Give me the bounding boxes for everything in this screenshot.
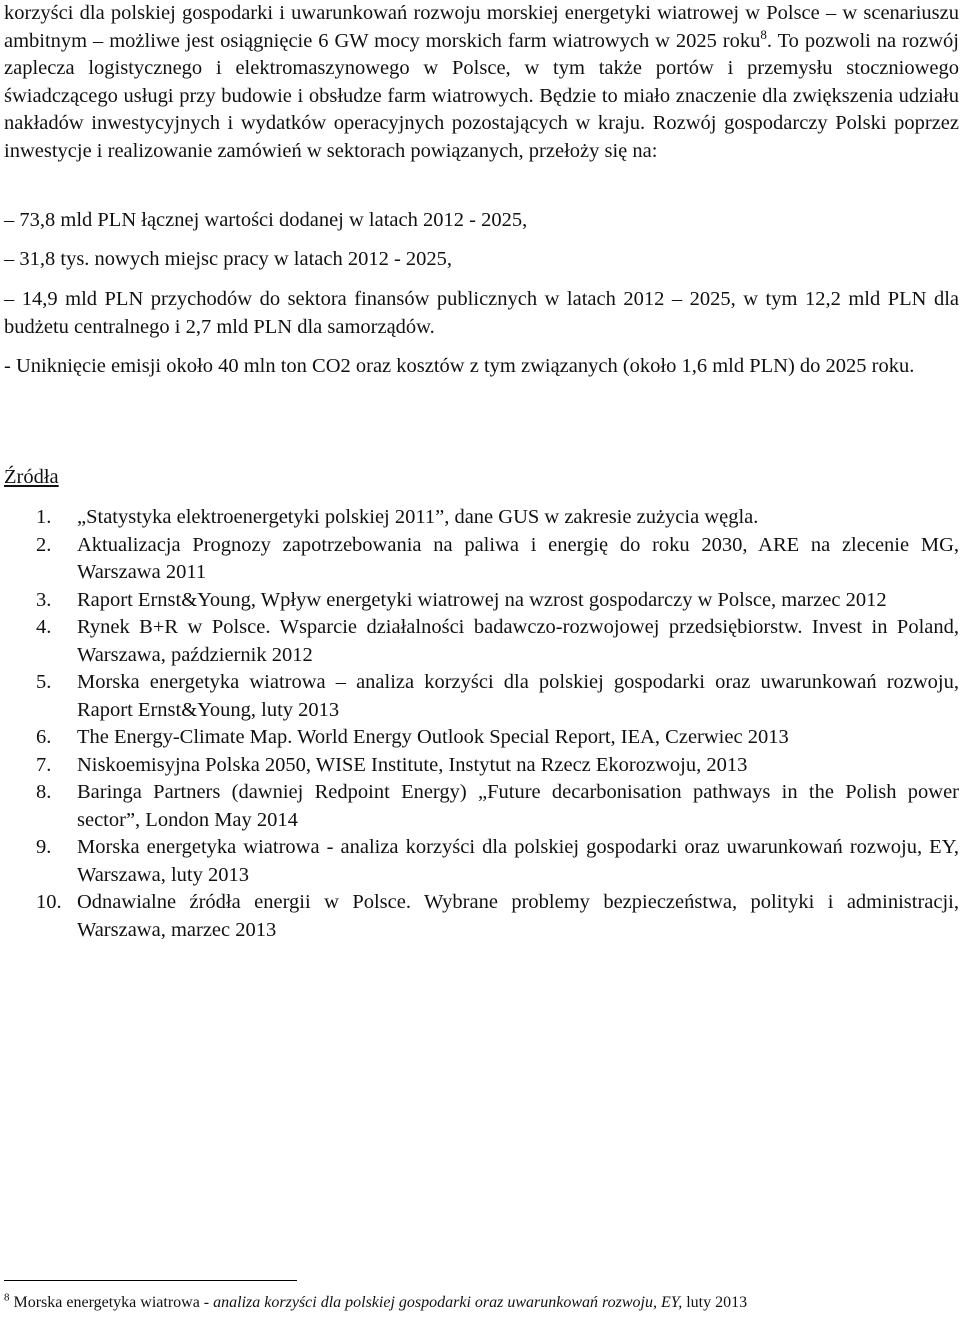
footnote-reference[interactable]: 8 xyxy=(760,26,767,42)
source-number: 9. xyxy=(36,836,52,858)
source-text: Aktualizacja Prognozy zapotrzebowania na paliwa i energię do roku 2030, ARE na zlecenie MG, Warszawa 2011 xyxy=(77,533,959,583)
source-number: 4. xyxy=(36,616,52,638)
source-item xyxy=(4,504,959,532)
source-text: „Statystyka elektroenergetyki polskiej 2011”, dane GUS w zakresie zużycia węgla. xyxy=(77,506,759,528)
source-number: 1. xyxy=(36,506,52,528)
effect-item-value-added: – 73,8 mld PLN łącznej wartości dodanej w latach 2012 - 2025, xyxy=(4,209,528,231)
effect-item-jobs: – 31,8 tys. nowych miejsc pracy w latach 2012 - 2025, xyxy=(4,248,453,270)
effect-item-emissions: - Uniknięcie emisji około 40 mln ton CO2 oraz kosztów z tym związanych (około 1,6 mld PLN) do 2025 roku. xyxy=(4,355,915,377)
source-number: 7. xyxy=(36,753,52,776)
source-item xyxy=(4,752,959,780)
source-item xyxy=(4,614,959,669)
source-item xyxy=(4,587,959,615)
source-text: Niskoemisyjna Polska 2050, WISE Institute, Instytut na Rzecz Ekorozwoju, 2013 xyxy=(77,753,748,776)
source-text: Rynek B+R w Polsce. Wsparcie działalności badawczo-rozwojowej przedsiębiorstw. Invest in Poland, Warszawa, październik 2012 xyxy=(77,616,959,666)
sources-list xyxy=(4,504,959,944)
sources-heading: Źródła xyxy=(4,466,59,488)
footnote-text-start: Morska energetyka wiatrowa - xyxy=(9,1294,214,1311)
source-item xyxy=(4,779,959,834)
source-item xyxy=(4,724,959,752)
intro-paragraph xyxy=(4,0,959,165)
footnote-separator xyxy=(4,1280,297,1281)
source-text: Morska energetyka wiatrowa - analiza korzyści dla polskiej gospodarki oraz uwarunkowań rozwoju, EY, Warszawa, luty 2013 xyxy=(77,836,959,886)
source-item xyxy=(4,669,959,724)
intro-text-part1: korzyści dla polskiej gospodarki i uwarunkowań rozwoju morskiej energetyki wiatrowej w Polsce – w scenariuszu ambitnym – możliwe jest osiągnięcie 6 GW mocy morskich farm wiatrowych w 2025 roku xyxy=(4,2,959,52)
source-text: The Energy-Climate Map. World Energy Outlook Special Report, IEA, Czerwiec 2013 xyxy=(77,726,789,748)
source-number: 8. xyxy=(36,781,52,803)
footnote xyxy=(4,1293,959,1313)
source-number: 5. xyxy=(36,671,52,693)
footnote-text-italic: analiza korzyści dla polskiej gospodarki oraz uwarunkowań rozwoju, EY, xyxy=(213,1294,683,1311)
source-item xyxy=(4,834,959,889)
source-number: 6. xyxy=(36,726,52,748)
intro-text-part2: . To pozwoli na rozwój zaplecza logistycznego i elektromaszynowego w Polsce, w tym także portów i przemysłu stoczniowego świadczącego usługi przy budowie i obsłudze farm wiatrowych. Będzie to miało znaczenie dla zwiększenia udziału nakładów inwestycyjnych i wydatków operacyjnych pozostających w kraju. Rozwój gospodarczy Polski poprzez inwestycje i realizowanie zamówień w sektorach powiązanych, przełoży się na: xyxy=(4,29,959,162)
source-item xyxy=(4,889,959,944)
footnote-mark: 8 xyxy=(4,1291,10,1304)
source-number: 3. xyxy=(36,588,52,611)
source-text: Odnawialne źródła energii w Polsce. Wybrane problemy bezpieczeństwa, polityki i administracji, Warszawa, marzec 2013 xyxy=(77,891,959,941)
effect-item-public-revenue: – 14,9 mld PLN przychodów do sektora finansów publicznych w latach 2012 – 2025, w tym 12,2 mld PLN dla budżetu centralnego i 2,7 mld PLN dla samorządów. xyxy=(4,288,959,338)
source-number: 2. xyxy=(36,533,52,556)
source-item xyxy=(4,532,959,587)
footnote-text-end: luty 2013 xyxy=(682,1294,748,1311)
source-text: Morska energetyka wiatrowa – analiza korzyści dla polskiej gospodarki oraz uwarunkowań rozwoju, Raport Ernst&Young, luty 2013 xyxy=(77,671,959,721)
source-text: Baringa Partners (dawniej Redpoint Energy) „Future decarbonisation pathways in the Polish power sector”, London May 2014 xyxy=(77,781,959,831)
source-number: 10. xyxy=(36,891,62,913)
source-text: Raport Ernst&Young, Wpływ energetyki wiatrowej na wzrost gospodarczy w Polsce, marzec 2012 xyxy=(77,588,887,611)
